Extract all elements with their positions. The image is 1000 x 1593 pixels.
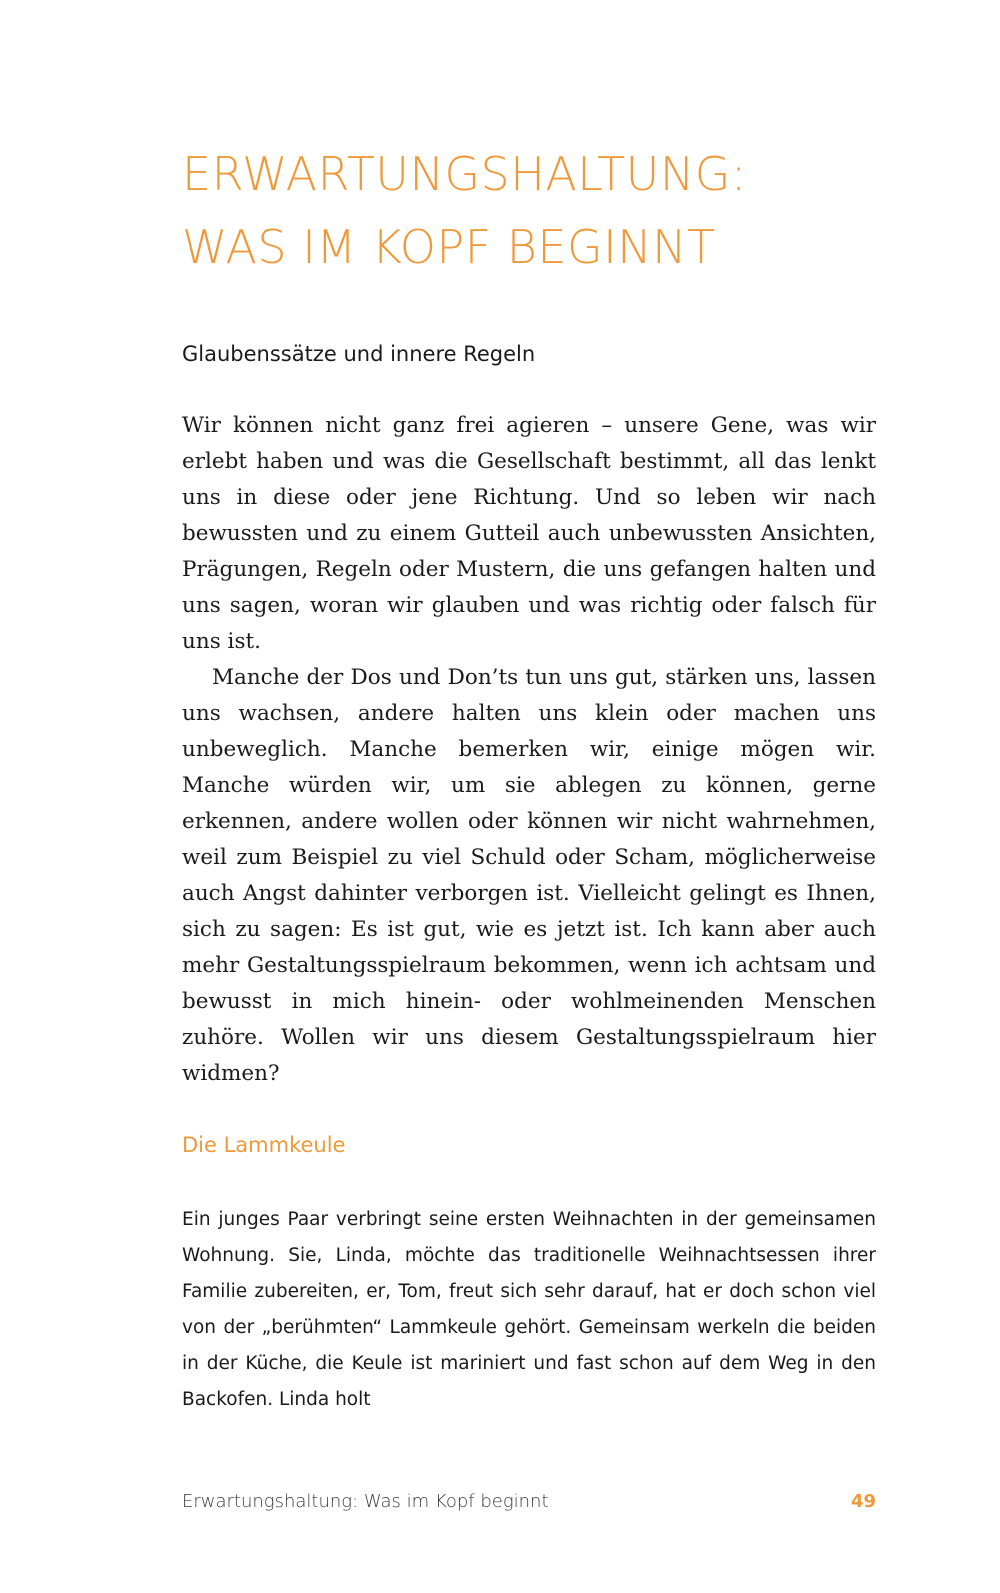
body-paragraph-1: Wir können nicht ganz frei agieren – unsere Gene, was wir erlebt haben und was die Gesellschaft bestimmt, all das lenkt uns in diese oder jene Richtung. Und so leben wir nach bewussten und zu einem Gutteil auch unbewussten Ansichten, Prägungen, Regeln oder Mustern, die uns gefangen halten und uns sagen, woran wir glauben und was richtig oder falsch für uns ist.: [182, 413, 876, 654]
story-text: Ein junges Paar verbringt seine ersten Weihnachten in der gemeinsamen Wohnung. Sie, Linda, möchte das traditionelle Weihnachtsessen ihrer Familie zubereiten, er, Tom, freut sich sehr darauf, hat er doch schon viel von der „berühmten“ Lammkeule gehört. Gemeinsam werkeln die beiden in der Küche, die Keule ist mariniert und fast schon auf dem Weg in den Backofen. Linda holt: [182, 1209, 876, 1410]
page-footer: [182, 1486, 876, 1518]
body-text: [182, 408, 876, 1092]
book-page: [182, 0, 876, 1593]
body-paragraph-2: Manche der Dos und Don’ts tun uns gut, stärken uns, lassen uns wachsen, andere halten uns klein oder machen uns unbeweglich. Manche bemerken wir, einige mögen wir. Manche würden wir, um sie ablegen zu können, gerne erkennen, andere wollen oder können wir nicht wahrnehmen, weil zum Beispiel zu viel Schuld oder Scham, möglicherweise auch Angst dahinter verborgen ist. Vielleicht gelingt es Ihnen, sich zu sagen: Es ist gut, wie es jetzt ist. Ich kann aber auch mehr Gestaltungsspielraum bekommen, wenn ich achtsam und bewusst in mich hinein- oder wohlmeinenden Menschen zuhöre. Wollen wir uns diesem Gestaltungsspielraum hier widmen?: [182, 665, 876, 1086]
page-number: 49: [850, 1491, 876, 1512]
chapter-title: [182, 138, 747, 284]
chapter-title-line-2: WAS IM KOPF BEGINNT: [182, 220, 716, 274]
running-title: Erwartungshaltung: Was im Kopf beginnt: [182, 1491, 549, 1512]
chapter-title-line-1: ERWARTUNGSHALTUNG:: [182, 147, 747, 201]
section-heading: Glaubenssätze und innere Regeln: [182, 342, 536, 366]
story-heading: Die Lammkeule: [182, 1133, 346, 1157]
